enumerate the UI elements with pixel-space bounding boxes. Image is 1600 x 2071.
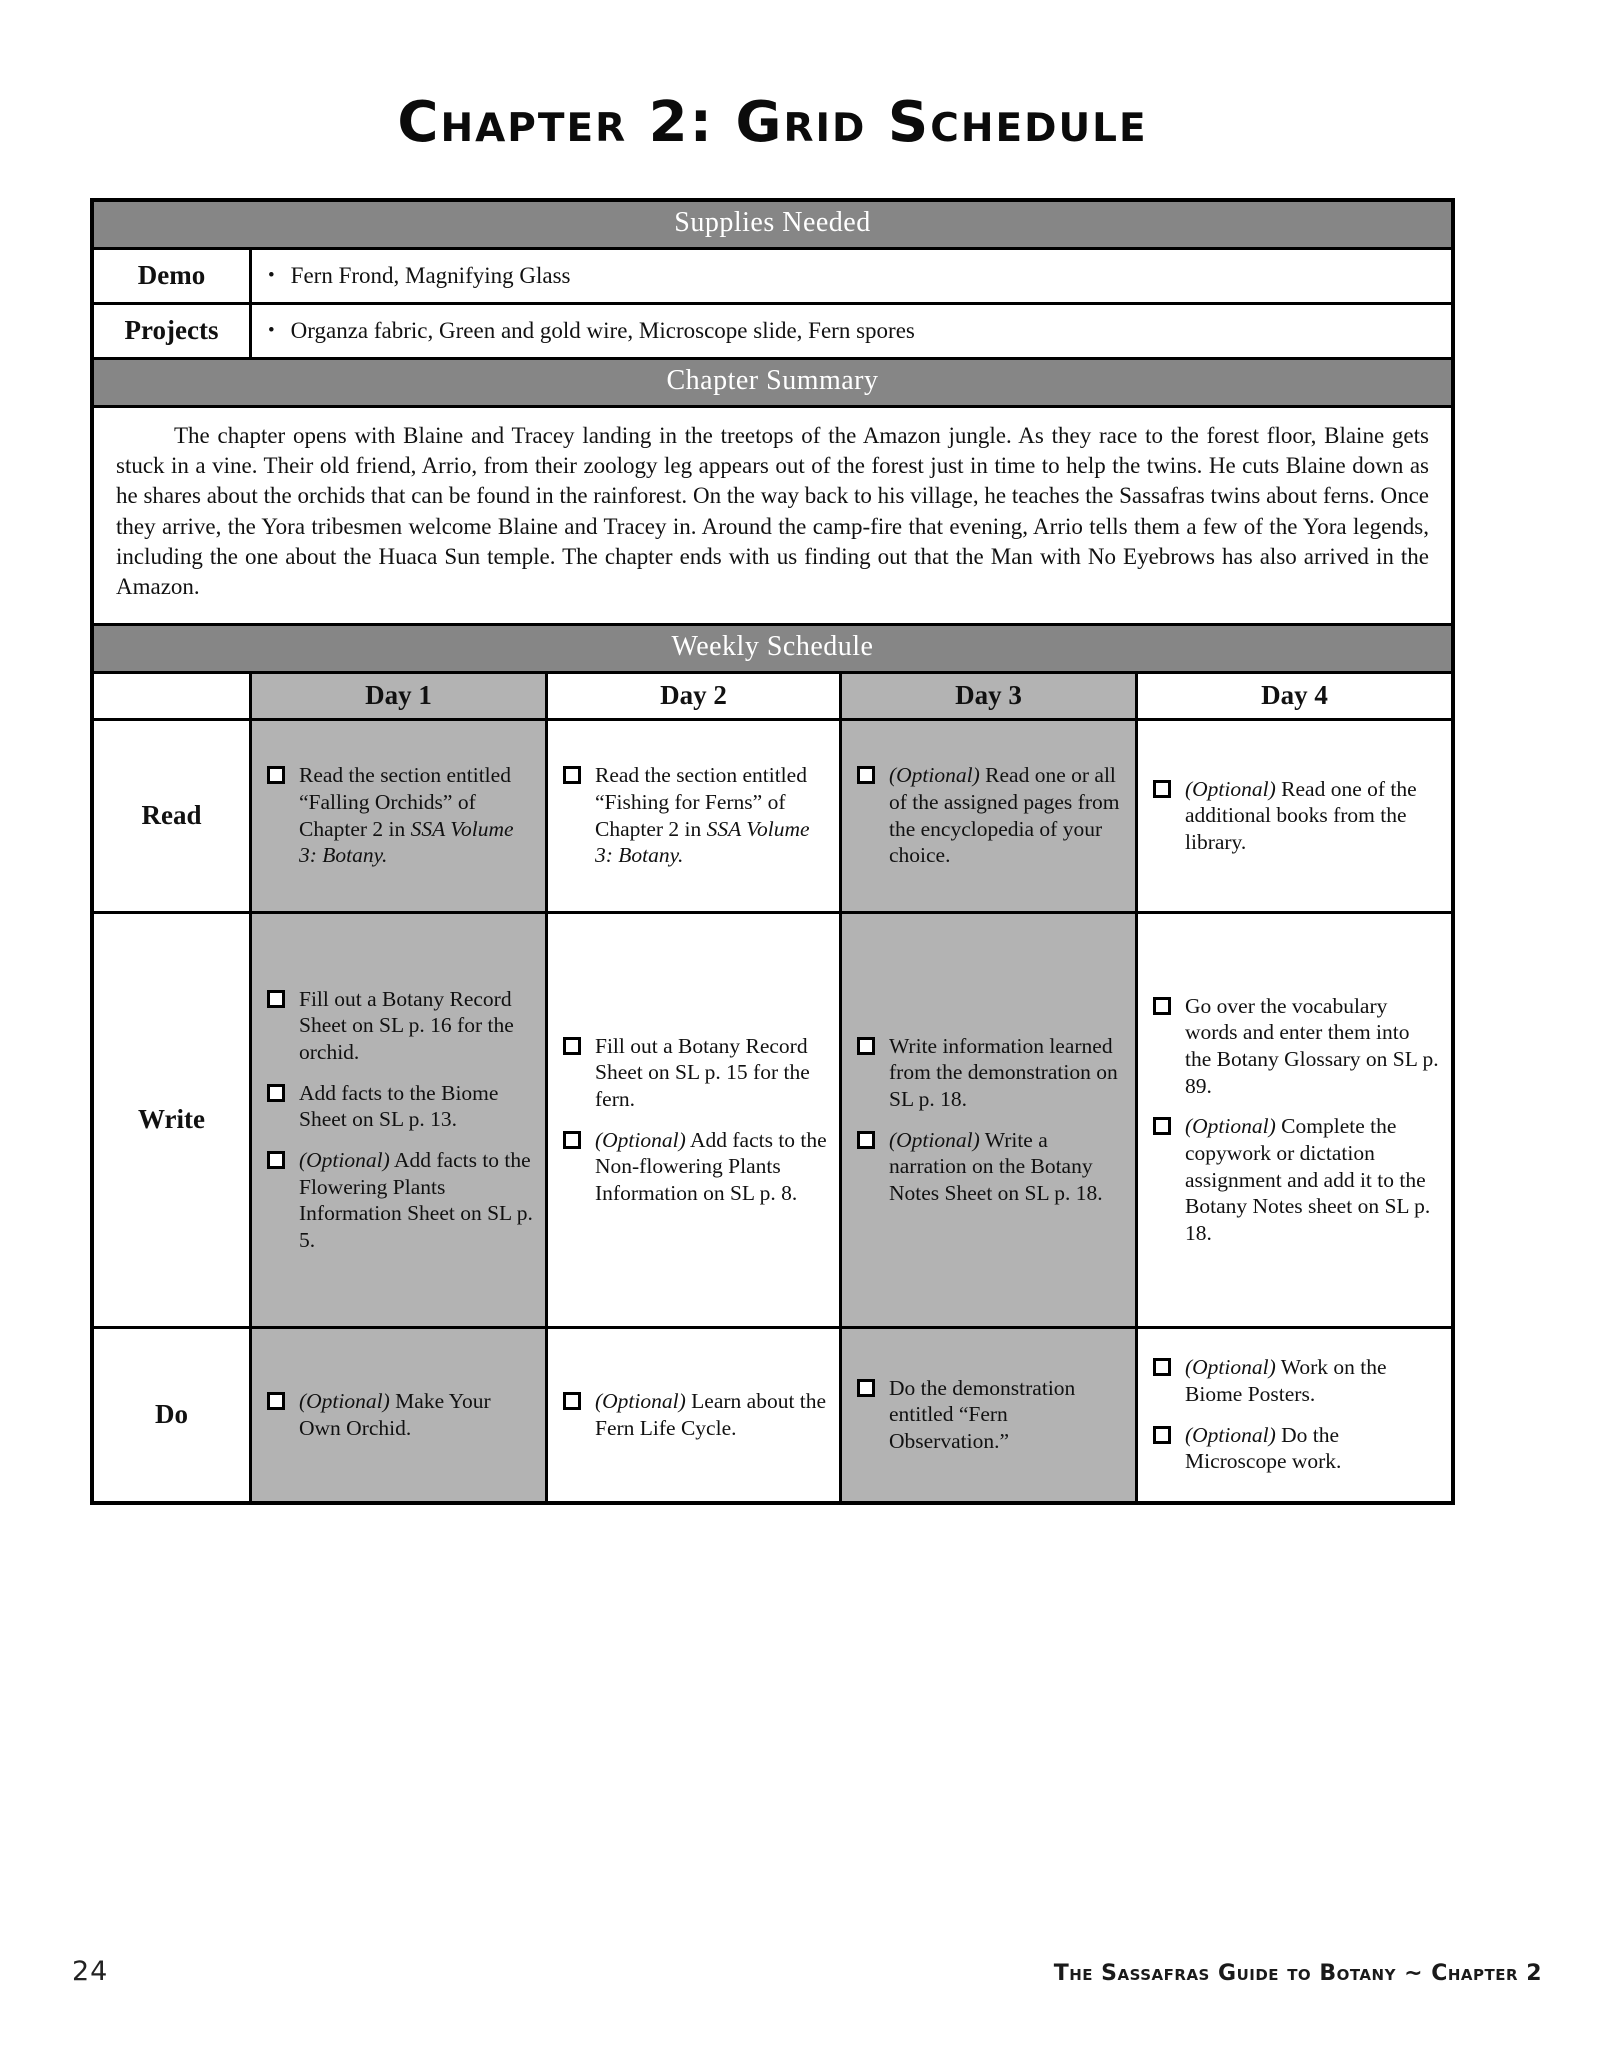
task-text: Go over the vocabulary words and enter them into the Botany Glossary on SL p. 89.	[1185, 993, 1439, 1098]
footer-book-title: The Sassafras Guide to Botany ~ Chapter 2	[1053, 1961, 1542, 1986]
schedule-cell-write-day4	[1138, 914, 1451, 1326]
checkbox-icon[interactable]	[267, 766, 285, 784]
task-item	[1153, 993, 1441, 1100]
page-number: 24	[72, 1956, 109, 1987]
task-text: Read the section entitled “Falling Orchids” of Chapter 2 in SSA Volume 3: Botany.	[299, 763, 514, 868]
schedule-row-do	[94, 1329, 1451, 1501]
task-text: (Optional) Work on the Biome Posters.	[1185, 1355, 1387, 1407]
task-item	[857, 762, 1125, 869]
task-text: (Optional) Add facts to the Flowering Plants Information Sheet on SL p. 5.	[299, 1148, 533, 1253]
task-item	[857, 1033, 1125, 1113]
checkbox-icon[interactable]	[267, 1392, 285, 1410]
task-text: (Optional) Read one of the additional books from the library.	[1185, 776, 1417, 855]
task-text: (Optional) Do the Microscope work.	[1185, 1422, 1342, 1474]
checkbox-icon[interactable]	[563, 1392, 581, 1410]
task-text: Fill out a Botany Record Sheet on SL p. 15 for the fern.	[595, 1033, 810, 1112]
schedule-row-read	[94, 721, 1451, 911]
checkbox-icon[interactable]	[267, 1084, 285, 1102]
chapter-schedule-table	[90, 198, 1455, 1505]
checkbox-icon[interactable]	[563, 766, 581, 784]
supplies-row-projects	[94, 305, 1451, 357]
page-footer	[72, 1956, 1542, 1987]
corner-cell	[94, 674, 249, 718]
bullet-icon: •	[268, 320, 275, 342]
schedule-cell-write-day3	[842, 914, 1135, 1326]
checkbox-icon[interactable]	[857, 1131, 875, 1149]
supplies-needed-header: Supplies Needed	[94, 202, 1451, 247]
supplies-value-projects	[252, 305, 1451, 357]
day-header-2: Day 2	[548, 674, 839, 718]
supplies-row-demo	[94, 250, 1451, 302]
task-item	[563, 762, 829, 869]
task-item	[267, 762, 535, 869]
task-item	[1153, 1422, 1441, 1475]
schedule-cell-do-day3	[842, 1329, 1135, 1501]
task-text: (Optional) Add facts to the Non-flowering Plants Information on SL p. 8.	[595, 1127, 827, 1206]
task-text: Fill out a Botany Record Sheet on SL p. 16 for the orchid.	[299, 986, 514, 1065]
checkbox-icon[interactable]	[1153, 780, 1171, 798]
task-text: (Optional) Learn about the Fern Life Cycle.	[595, 1389, 827, 1440]
supplies-value-text: Organza fabric, Green and gold wire, Microscope slide, Fern spores	[290, 317, 915, 343]
checkbox-icon[interactable]	[563, 1131, 581, 1149]
schedule-cell-do-day4	[1138, 1329, 1451, 1501]
schedule-cell-do-day2	[548, 1329, 839, 1501]
task-item	[563, 1388, 829, 1441]
chapter-summary-cell	[94, 408, 1451, 623]
checkbox-icon[interactable]	[267, 990, 285, 1008]
checkbox-icon[interactable]	[1153, 1117, 1171, 1135]
task-item	[267, 986, 535, 1066]
schedule-cell-read-day1	[252, 721, 545, 911]
day-header-3: Day 3	[842, 674, 1135, 718]
schedule-cell-write-day2	[548, 914, 839, 1326]
task-item	[1153, 1113, 1441, 1246]
task-item	[857, 1127, 1125, 1207]
checkbox-icon[interactable]	[857, 1037, 875, 1055]
checkbox-icon[interactable]	[267, 1151, 285, 1169]
row-label-do: Do	[94, 1329, 249, 1501]
page-content	[90, 0, 1455, 1505]
schedule-cell-write-day1	[252, 914, 545, 1326]
bullet-icon: •	[268, 265, 275, 287]
weekly-schedule-header: Weekly Schedule	[94, 626, 1451, 671]
schedule-row-write	[94, 914, 1451, 1326]
schedule-cell-read-day3	[842, 721, 1135, 911]
supplies-value-demo	[252, 250, 1451, 302]
task-text: Write information learned from the demonstration on SL p. 18.	[889, 1033, 1118, 1112]
checkbox-icon[interactable]	[1153, 1358, 1171, 1376]
day-header-1: Day 1	[252, 674, 545, 718]
checkbox-icon[interactable]	[563, 1037, 581, 1055]
checkbox-icon[interactable]	[857, 766, 875, 784]
day-header-row	[94, 674, 1451, 718]
chapter-summary-text: The chapter opens with Blaine and Tracey landing in the treetops of the Amazon jungle. As they race to the forest floor, Blaine gets stuck in a vine. Their old friend, Arrio, from their zoology leg appears out of the forest just in time to help the twins. He cuts Blaine down as he shares about the orchids that can be found in the rainforest. On the way back to his village, he teaches the Sassafras twins about ferns. Once they arrive, the Yora tribesmen welcome Blaine and Tracey in. Around the camp-fire that evening, Arrio tells them a few of the Yora legends, including the one about the Huaca Sun temple. The chapter ends with us finding out that the Man with No Eyebrows has also arrived in the Amazon.	[116, 422, 1429, 600]
chapter-summary-header: Chapter Summary	[94, 360, 1451, 405]
task-text: Read the section entitled “Fishing for Ferns” of Chapter 2 in SSA Volume 3: Botany.	[595, 763, 810, 868]
row-label-read: Read	[94, 721, 249, 911]
task-item	[267, 1388, 535, 1441]
task-item	[1153, 776, 1441, 856]
task-text: (Optional) Make Your Own Orchid.	[299, 1389, 491, 1440]
supplies-value-text: Fern Frond, Magnifying Glass	[290, 262, 571, 288]
task-text: Do the demonstration entitled “Fern Observation.”	[889, 1375, 1076, 1454]
task-item	[563, 1127, 829, 1207]
schedule-cell-do-day1	[252, 1329, 545, 1501]
supplies-label-demo: Demo	[94, 250, 249, 302]
task-item	[267, 1080, 535, 1133]
task-item	[267, 1147, 535, 1254]
task-text: (Optional) Read one or all of the assigned pages from the encyclopedia of your choice.	[889, 763, 1120, 868]
row-label-write: Write	[94, 914, 249, 1326]
task-item	[1153, 1354, 1441, 1407]
task-item	[857, 1375, 1125, 1455]
supplies-label-projects: Projects	[94, 305, 249, 357]
task-text: (Optional) Complete the copywork or dictation assignment and add it to the Botany Notes sheet on SL p. 18.	[1185, 1114, 1431, 1246]
schedule-cell-read-day2	[548, 721, 839, 911]
day-header-4: Day 4	[1138, 674, 1451, 718]
task-text: (Optional) Write a narration on the Botany Notes Sheet on SL p. 18.	[889, 1127, 1103, 1206]
checkbox-icon[interactable]	[857, 1379, 875, 1397]
checkbox-icon[interactable]	[1153, 1426, 1171, 1444]
checkbox-icon[interactable]	[1153, 997, 1171, 1015]
schedule-cell-read-day4	[1138, 721, 1451, 911]
task-item	[563, 1033, 829, 1113]
page-title: Chapter 2: Grid Schedule	[397, 90, 1148, 155]
task-text: Add facts to the Biome Sheet on SL p. 13.	[299, 1080, 499, 1132]
